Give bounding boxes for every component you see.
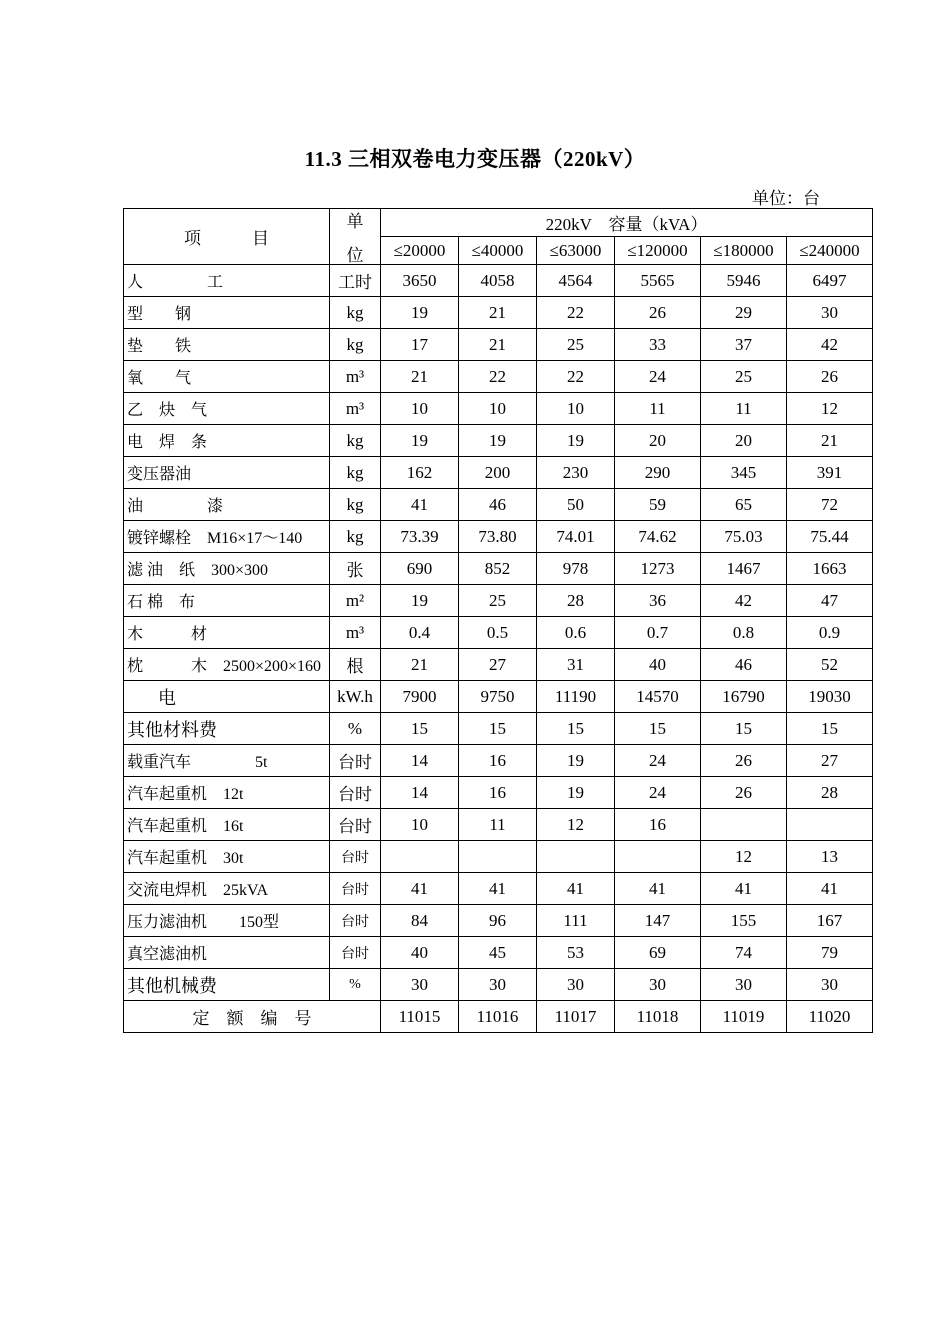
row-unit: m³	[330, 361, 381, 393]
row-value: 30	[459, 969, 537, 1001]
row-unit: m³	[330, 617, 381, 649]
row-unit: 台时	[330, 809, 381, 841]
row-item-label: 载重汽车 5t	[124, 745, 330, 777]
row-value: 65	[701, 489, 787, 521]
row-value: 26	[615, 297, 701, 329]
row-unit: %	[330, 713, 381, 745]
row-value: 6497	[787, 265, 873, 297]
quota-table	[123, 208, 873, 1033]
row-value: 1663	[787, 553, 873, 585]
row-value: 25	[459, 585, 537, 617]
row-unit: m³	[330, 393, 381, 425]
row-value: 345	[701, 457, 787, 489]
row-item-label: 油 漆	[124, 489, 330, 521]
row-value: 9750	[459, 681, 537, 713]
table-row	[124, 361, 873, 393]
page-title: 11.3 三相双卷电力变压器（220kV）	[304, 147, 646, 171]
row-value: 1467	[701, 553, 787, 585]
row-value: 79	[787, 937, 873, 969]
capacity-col-header: ≤40000	[459, 237, 537, 265]
row-value: 0.4	[381, 617, 459, 649]
table-row	[124, 393, 873, 425]
table-row	[124, 681, 873, 713]
row-unit: kg	[330, 521, 381, 553]
row-value: 22	[537, 361, 615, 393]
row-value: 19	[381, 297, 459, 329]
quota-code: 11019	[701, 1001, 787, 1033]
row-item-label: 滤 油 纸 300×300	[124, 553, 330, 585]
row-value: 69	[615, 937, 701, 969]
capacity-col-header: ≤240000	[787, 237, 873, 265]
table-row	[124, 489, 873, 521]
row-value: 41	[701, 873, 787, 905]
row-unit: kg	[330, 297, 381, 329]
row-value: 1273	[615, 553, 701, 585]
row-item-label: 枕 木 2500×200×160	[124, 649, 330, 681]
row-unit: kg	[330, 425, 381, 457]
table-row	[124, 329, 873, 361]
row-value	[787, 809, 873, 841]
row-value: 27	[459, 649, 537, 681]
row-value: 30	[537, 969, 615, 1001]
row-value: 30	[381, 969, 459, 1001]
row-value: 96	[459, 905, 537, 937]
row-value: 41	[537, 873, 615, 905]
row-value: 162	[381, 457, 459, 489]
row-value: 21	[787, 425, 873, 457]
row-value: 852	[459, 553, 537, 585]
row-value: 14570	[615, 681, 701, 713]
row-item-label: 交流电焊机 25kVA	[124, 873, 330, 905]
table-row	[124, 297, 873, 329]
row-value: 41	[381, 489, 459, 521]
row-value: 12	[701, 841, 787, 873]
row-value: 19	[459, 425, 537, 457]
row-value: 147	[615, 905, 701, 937]
table-row	[124, 841, 873, 873]
row-value: 84	[381, 905, 459, 937]
row-value: 42	[787, 329, 873, 361]
row-item-label: 变压器油	[124, 457, 330, 489]
row-value: 20	[615, 425, 701, 457]
row-item-label: 型 钢	[124, 297, 330, 329]
row-value: 15	[701, 713, 787, 745]
row-value: 46	[459, 489, 537, 521]
row-value: 15	[459, 713, 537, 745]
row-unit: 台时	[330, 745, 381, 777]
row-item-label: 其他材料费	[124, 713, 330, 745]
row-value: 690	[381, 553, 459, 585]
row-unit: kW.h	[330, 681, 381, 713]
row-unit: kg	[330, 457, 381, 489]
row-unit: 根	[330, 649, 381, 681]
row-value: 0.8	[701, 617, 787, 649]
row-item-label: 木 材	[124, 617, 330, 649]
row-unit: kg	[330, 489, 381, 521]
table-row	[124, 809, 873, 841]
row-value: 52	[787, 649, 873, 681]
row-value: 74.62	[615, 521, 701, 553]
row-value: 12	[787, 393, 873, 425]
table-row	[124, 777, 873, 809]
row-value: 230	[537, 457, 615, 489]
row-value: 29	[701, 297, 787, 329]
row-value: 31	[537, 649, 615, 681]
quota-code-label: 定 额 编 号	[124, 1001, 381, 1033]
row-value: 33	[615, 329, 701, 361]
table-row	[124, 457, 873, 489]
row-value: 73.80	[459, 521, 537, 553]
quota-code-row	[124, 1001, 873, 1033]
capacity-col-header: ≤20000	[381, 237, 459, 265]
row-item-label: 其他机械费	[124, 969, 330, 1001]
row-item-label: 汽车起重机 16t	[124, 809, 330, 841]
row-item-label: 镀锌螺栓 M16×17～140	[124, 521, 330, 553]
row-unit: 台时	[330, 937, 381, 969]
row-value: 41	[381, 873, 459, 905]
table-row	[124, 617, 873, 649]
unit-note: 单位：台	[752, 189, 820, 208]
table-row	[124, 713, 873, 745]
row-value: 41	[787, 873, 873, 905]
row-value: 74	[701, 937, 787, 969]
row-value: 21	[381, 649, 459, 681]
unit-header	[330, 209, 381, 265]
row-value: 290	[615, 457, 701, 489]
row-unit: 台时	[330, 873, 381, 905]
row-value: 24	[615, 745, 701, 777]
row-item-label: 石 棉 布	[124, 585, 330, 617]
row-value: 5946	[701, 265, 787, 297]
row-value: 4564	[537, 265, 615, 297]
row-value: 53	[537, 937, 615, 969]
row-value: 24	[615, 777, 701, 809]
row-value: 10	[537, 393, 615, 425]
row-value: 40	[381, 937, 459, 969]
row-value: 15	[381, 713, 459, 745]
row-value: 19	[537, 745, 615, 777]
capacity-header: 220kV 容量（kVA）	[381, 209, 873, 237]
row-value	[459, 841, 537, 873]
row-unit: %	[330, 969, 381, 1001]
row-value: 50	[537, 489, 615, 521]
row-item-label: 电	[124, 681, 330, 713]
row-unit: 台时	[330, 841, 381, 873]
row-value: 42	[701, 585, 787, 617]
row-value: 15	[787, 713, 873, 745]
table-row	[124, 969, 873, 1001]
row-value: 200	[459, 457, 537, 489]
row-value: 4058	[459, 265, 537, 297]
table-row	[124, 265, 873, 297]
quota-code: 11017	[537, 1001, 615, 1033]
unit-header-bottom: 位	[346, 246, 364, 265]
row-item-label: 真空滤油机	[124, 937, 330, 969]
row-value: 3650	[381, 265, 459, 297]
capacity-col-header: ≤180000	[701, 237, 787, 265]
row-item-label: 汽车起重机 12t	[124, 777, 330, 809]
row-value: 19030	[787, 681, 873, 713]
row-item-label: 乙 炔 气	[124, 393, 330, 425]
row-value: 30	[787, 297, 873, 329]
row-value	[701, 809, 787, 841]
table-row	[124, 937, 873, 969]
row-value: 167	[787, 905, 873, 937]
row-value: 28	[537, 585, 615, 617]
row-value: 73.39	[381, 521, 459, 553]
row-value: 22	[537, 297, 615, 329]
row-value: 10	[381, 393, 459, 425]
row-value: 16790	[701, 681, 787, 713]
row-value: 22	[459, 361, 537, 393]
row-value: 74.01	[537, 521, 615, 553]
row-unit: kg	[330, 329, 381, 361]
row-value	[381, 841, 459, 873]
row-value: 13	[787, 841, 873, 873]
table-row	[124, 649, 873, 681]
row-value: 0.9	[787, 617, 873, 649]
row-value: 15	[615, 713, 701, 745]
row-value: 11	[459, 809, 537, 841]
row-value: 30	[615, 969, 701, 1001]
row-value: 26	[787, 361, 873, 393]
header-row	[124, 209, 873, 237]
row-value: 16	[459, 745, 537, 777]
row-item-label: 压力滤油机 150型	[124, 905, 330, 937]
row-value: 26	[701, 745, 787, 777]
row-value: 16	[459, 777, 537, 809]
capacity-col-header: ≤63000	[537, 237, 615, 265]
row-value: 19	[381, 585, 459, 617]
row-unit: 工时	[330, 265, 381, 297]
row-value: 0.5	[459, 617, 537, 649]
row-unit: 台时	[330, 777, 381, 809]
row-value: 36	[615, 585, 701, 617]
row-value: 41	[459, 873, 537, 905]
row-value: 21	[381, 361, 459, 393]
row-value: 7900	[381, 681, 459, 713]
row-value: 30	[787, 969, 873, 1001]
row-item-label: 电 焊 条	[124, 425, 330, 457]
quota-code: 11016	[459, 1001, 537, 1033]
row-value: 19	[537, 425, 615, 457]
table-row	[124, 745, 873, 777]
row-value: 16	[615, 809, 701, 841]
table-row	[124, 425, 873, 457]
row-item-label: 人 工	[124, 265, 330, 297]
row-item-label: 汽车起重机 30t	[124, 841, 330, 873]
row-value: 15	[537, 713, 615, 745]
quota-code: 11015	[381, 1001, 459, 1033]
row-value: 25	[537, 329, 615, 361]
row-value: 17	[381, 329, 459, 361]
row-value: 21	[459, 329, 537, 361]
row-value: 20	[701, 425, 787, 457]
row-value: 24	[615, 361, 701, 393]
row-value: 11190	[537, 681, 615, 713]
row-value: 26	[701, 777, 787, 809]
row-value: 155	[701, 905, 787, 937]
table-row	[124, 553, 873, 585]
row-value: 10	[381, 809, 459, 841]
row-value: 5565	[615, 265, 701, 297]
quota-code: 11020	[787, 1001, 873, 1033]
row-value: 12	[537, 809, 615, 841]
table-row	[124, 873, 873, 905]
row-value: 21	[459, 297, 537, 329]
row-value: 41	[615, 873, 701, 905]
row-value: 0.7	[615, 617, 701, 649]
quota-code: 11018	[615, 1001, 701, 1033]
row-value: 111	[537, 905, 615, 937]
row-value	[615, 841, 701, 873]
row-value: 14	[381, 777, 459, 809]
item-header: 项 目	[124, 209, 330, 265]
row-value: 72	[787, 489, 873, 521]
row-value: 10	[459, 393, 537, 425]
row-unit: 张	[330, 553, 381, 585]
row-value: 75.03	[701, 521, 787, 553]
row-value: 37	[701, 329, 787, 361]
row-value: 978	[537, 553, 615, 585]
row-value: 19	[381, 425, 459, 457]
row-value: 11	[615, 393, 701, 425]
table-row	[124, 905, 873, 937]
row-value: 25	[701, 361, 787, 393]
row-value: 59	[615, 489, 701, 521]
row-value: 75.44	[787, 521, 873, 553]
row-value	[537, 841, 615, 873]
row-value: 19	[537, 777, 615, 809]
table-row	[124, 585, 873, 617]
capacity-col-header: ≤120000	[615, 237, 701, 265]
row-value: 45	[459, 937, 537, 969]
row-value: 391	[787, 457, 873, 489]
row-value: 27	[787, 745, 873, 777]
row-value: 0.6	[537, 617, 615, 649]
table-row	[124, 521, 873, 553]
row-unit: m²	[330, 585, 381, 617]
row-value: 47	[787, 585, 873, 617]
row-value: 14	[381, 745, 459, 777]
row-unit: 台时	[330, 905, 381, 937]
row-value: 46	[701, 649, 787, 681]
row-value: 28	[787, 777, 873, 809]
row-value: 30	[701, 969, 787, 1001]
unit-header-top: 单	[346, 212, 364, 231]
row-item-label: 氧 气	[124, 361, 330, 393]
row-value: 40	[615, 649, 701, 681]
row-item-label: 垫 铁	[124, 329, 330, 361]
row-value: 11	[701, 393, 787, 425]
